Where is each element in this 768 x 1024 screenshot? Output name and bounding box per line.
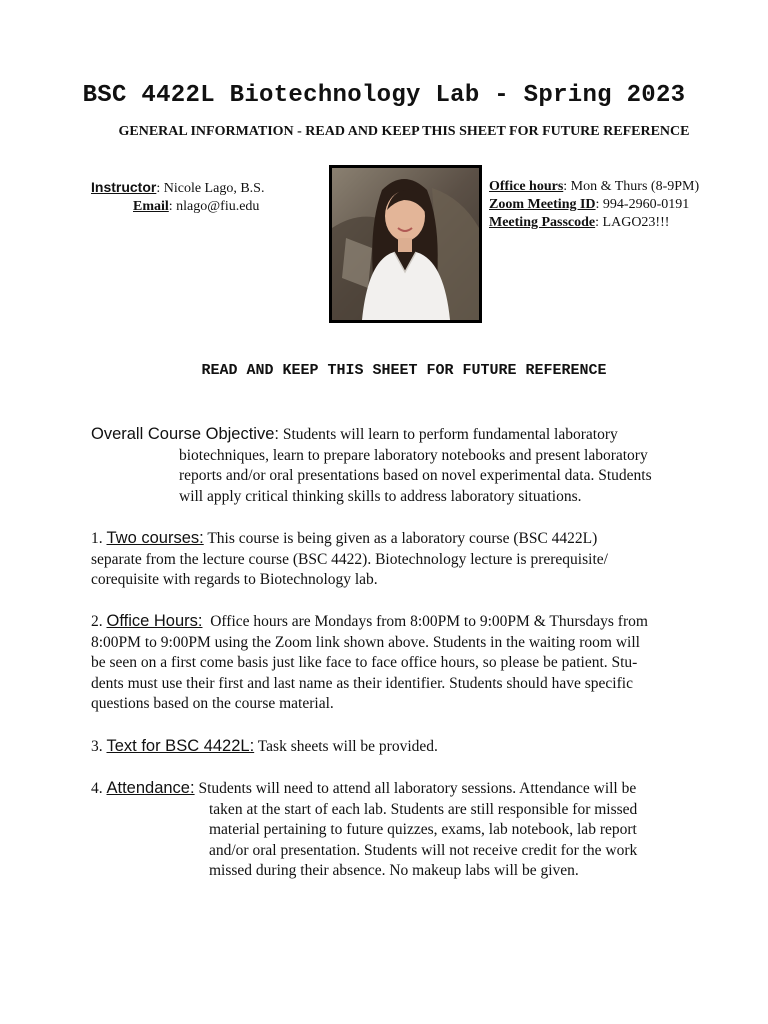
attendance-first-line xyxy=(91,778,637,800)
office-hours-label: Office hours xyxy=(489,179,564,194)
office-text: Office hours are Mondays from 8:00PM to 9:00PM & Thursdays from xyxy=(202,613,648,630)
office-hours-row xyxy=(489,178,699,196)
attendance-line: missed during their absence. No makeup labs will be given. xyxy=(209,862,579,880)
instructor-info xyxy=(91,178,264,216)
courses-line: corequisite with regards to Biotechnology lab. xyxy=(91,571,378,589)
attendance-continuation xyxy=(91,800,637,882)
instructor-row xyxy=(91,178,264,198)
office-number: 2. xyxy=(91,613,107,630)
courses-heading: Two courses: xyxy=(106,529,204,547)
passcode-label: Meeting Passcode xyxy=(489,215,596,230)
attendance-section xyxy=(91,778,637,882)
objective-line: biotechniques, learn to prepare laboratory notebooks and present laboratory xyxy=(179,446,648,464)
reminder-heading: READ AND KEEP THIS SHEET FOR FUTURE REFERENCE xyxy=(201,362,607,379)
courses-line: separate from the lecture course (BSC 4422). Biotechnology lecture is prerequisite/ xyxy=(91,550,608,568)
office-info xyxy=(489,178,699,232)
courses-number: 1. xyxy=(91,530,107,547)
instructor-value: : Nicole Lago, B.S. xyxy=(156,181,265,196)
objective-continuation xyxy=(91,446,652,508)
office-hours-value: : Mon & Thurs (8-9PM) xyxy=(563,179,700,194)
attendance-line: taken at the start of each lab. Students are still responsible for missed xyxy=(209,800,638,818)
objective-text: Students will learn to perform fundamental laboratory xyxy=(279,426,618,443)
instructor-photo-image xyxy=(332,168,479,320)
passcode-row xyxy=(489,214,699,232)
instructor-photo xyxy=(329,165,482,323)
office-line: questions based on the course material. xyxy=(91,695,334,713)
email-label: Email xyxy=(133,199,169,214)
text-heading: Text for BSC 4422L: xyxy=(106,737,255,755)
courses-text: This course is being given as a laboratory course (BSC 4422L) xyxy=(203,530,598,547)
page-subtitle: GENERAL INFORMATION - READ AND KEEP THIS SHEET FOR FUTURE REFERENCE xyxy=(118,124,690,139)
attendance-heading: Attendance: xyxy=(106,779,195,797)
zoom-id-label: Zoom Meeting ID xyxy=(489,197,596,212)
page-title: BSC 4422L Biotechnology Lab - Spring 2023 xyxy=(82,82,686,109)
objective-heading: Overall Course Objective: xyxy=(91,425,279,443)
passcode-value: : LAGO23!!! xyxy=(595,215,670,230)
office-line: be seen on a first come basis just like face to face office hours, so please be patient. Stu- xyxy=(91,654,638,672)
office-hours-section xyxy=(91,611,648,715)
text-number: 3. xyxy=(91,738,107,755)
office-line: dents must use their first and last name as their identifier. Students should have specific xyxy=(91,674,633,692)
objective-line: reports and/or oral presentations based on novel experimental data. Students xyxy=(179,467,652,485)
email-value: : nlago@fiu.edu xyxy=(168,199,260,214)
office-first-line xyxy=(91,611,648,633)
attendance-number: 4. xyxy=(91,780,107,797)
objective-line: will apply critical thinking skills to address laboratory situations. xyxy=(179,487,582,505)
instructor-label: Instructor xyxy=(91,179,157,195)
courses-first-line xyxy=(91,528,608,550)
text-section xyxy=(91,736,438,758)
zoom-id-row xyxy=(489,196,699,214)
attendance-line: and/or oral presentation. Students will not receive credit for the work xyxy=(209,841,638,859)
courses-section xyxy=(91,528,608,591)
office-line: 8:00PM to 9:00PM using the Zoom link shown above. Students in the waiting room will xyxy=(91,633,640,651)
email-row xyxy=(91,198,264,216)
zoom-id-value: : 994-2960-0191 xyxy=(595,197,690,212)
office-heading: Office Hours: xyxy=(106,612,203,630)
text-body: Task sheets will be provided. xyxy=(254,738,438,755)
objective-first-line xyxy=(91,424,652,446)
attendance-line: material pertaining to future quizzes, exams, lab notebook, lab report xyxy=(209,821,637,839)
attendance-text: Students will need to attend all laboratory sessions. Attendance will be xyxy=(194,780,637,797)
objective-section xyxy=(91,424,652,507)
